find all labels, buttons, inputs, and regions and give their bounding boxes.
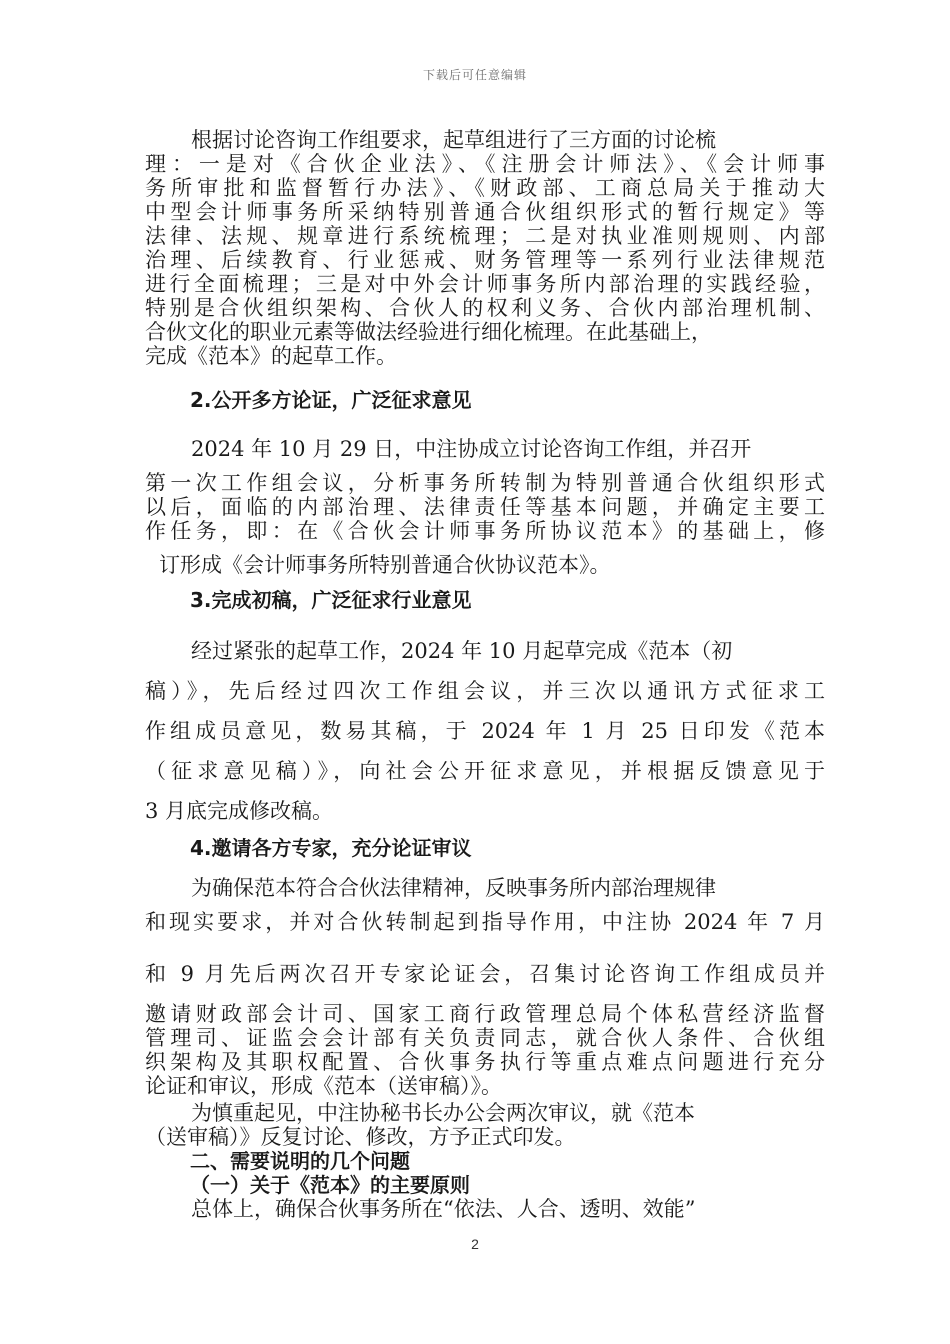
text-line: 作任务，即：在《合伙会计师事务所协议范本》的基础上，修 xyxy=(145,519,825,543)
text-line: 特别是合伙组织架构、合伙人的权利义务、合伙内部治理机制、 xyxy=(145,296,825,320)
text-line: 和 9 月先后两次召开专家论证会，召集讨论咨询工作组成员并 xyxy=(145,962,825,986)
text-line: 以后，面临的内部治理、法律责任等基本问题，并确定主要工 xyxy=(145,495,825,519)
text-line: 治理、后续教育、行业惩戒、财务管理等一系列行业法律规范 xyxy=(145,248,825,272)
text-line: 稿）》，先后经过四次工作组会议，并三次以通讯方式征求工 xyxy=(145,679,825,703)
text-line: 总体上，确保合伙事务所在“依法、人合、透明、效能” xyxy=(191,1197,696,1221)
text-line: 合伙文化的职业元素等做法经验进行细化梳理。在此基础上， xyxy=(145,320,712,344)
text-line: 邀请财政部会计司、国家工商行政管理总局个体私营经济监督 xyxy=(145,1002,825,1026)
text-line: 第一次工作组会议，分析事务所转制为特别普通合伙组织形式 xyxy=(145,471,825,495)
text-line: 完成《范本》的起草工作。 xyxy=(145,344,397,368)
text-line: 务所审批和监督暂行办法》、《财政部、工商总局关于推动大 xyxy=(145,176,825,200)
page-header-note: 下载后可任意编辑 xyxy=(422,68,527,82)
text-line: 经过紧张的起草工作，2024 年 10 月起草完成《范本（初 xyxy=(191,639,733,663)
text-line: 理：一是对《合伙企业法》、《注册会计师法》、《会计师事 xyxy=(145,152,825,176)
text-line: 为确保范本符合合伙法律精神，反映事务所内部治理规律 xyxy=(191,876,716,900)
text-line: 作组成员意见，数易其稿，于 2024 年 1 月 25 日印发《范本 xyxy=(145,719,825,743)
text-line: 为慎重起见，中注协秘书长办公会两次审议，就《范本 xyxy=(191,1101,695,1125)
text-line: 订形成《会计师事务所特别普通合伙协议范本》。 xyxy=(159,553,611,577)
text-line: 进行全面梳理；三是对中外会计师事务所内部治理的实践经验， xyxy=(145,272,825,296)
text-line: 2024 年 10 月 29 日，中注协成立讨论咨询工作组，并召开 xyxy=(191,437,752,461)
text-line: （征求意见稿）》，向社会公开征求意见，并根据反馈意见于 xyxy=(145,759,825,783)
page-number: 2 xyxy=(471,1236,479,1252)
text-line: （送审稿）》反复讨论、修改，方予正式印发。 xyxy=(145,1125,576,1149)
text-line: 中型会计师事务所采纳特别普通合伙组织形式的暂行规定》等 xyxy=(145,200,825,224)
text-line: 和现实要求，并对合伙转制起到指导作用，中注协 2024 年 7 月 xyxy=(145,910,825,934)
text-line: 3 月底完成修改稿。 xyxy=(145,799,334,823)
text-line: 根据讨论咨询工作组要求，起草组进行了三方面的讨论梳 xyxy=(191,128,716,152)
text-line: 织架构及其职权配置、合伙事务执行等重点难点问题进行充分 xyxy=(145,1050,825,1074)
text-line: 管理司、证监会会计部有关负责同志，就合伙人条件、合伙组 xyxy=(145,1026,825,1050)
text-line: 论证和审议，形成《范本（送审稿）》。 xyxy=(145,1074,502,1098)
text-line: 法律、法规、规章进行系统梳理；二是对执业准则规则、内部 xyxy=(145,224,825,248)
